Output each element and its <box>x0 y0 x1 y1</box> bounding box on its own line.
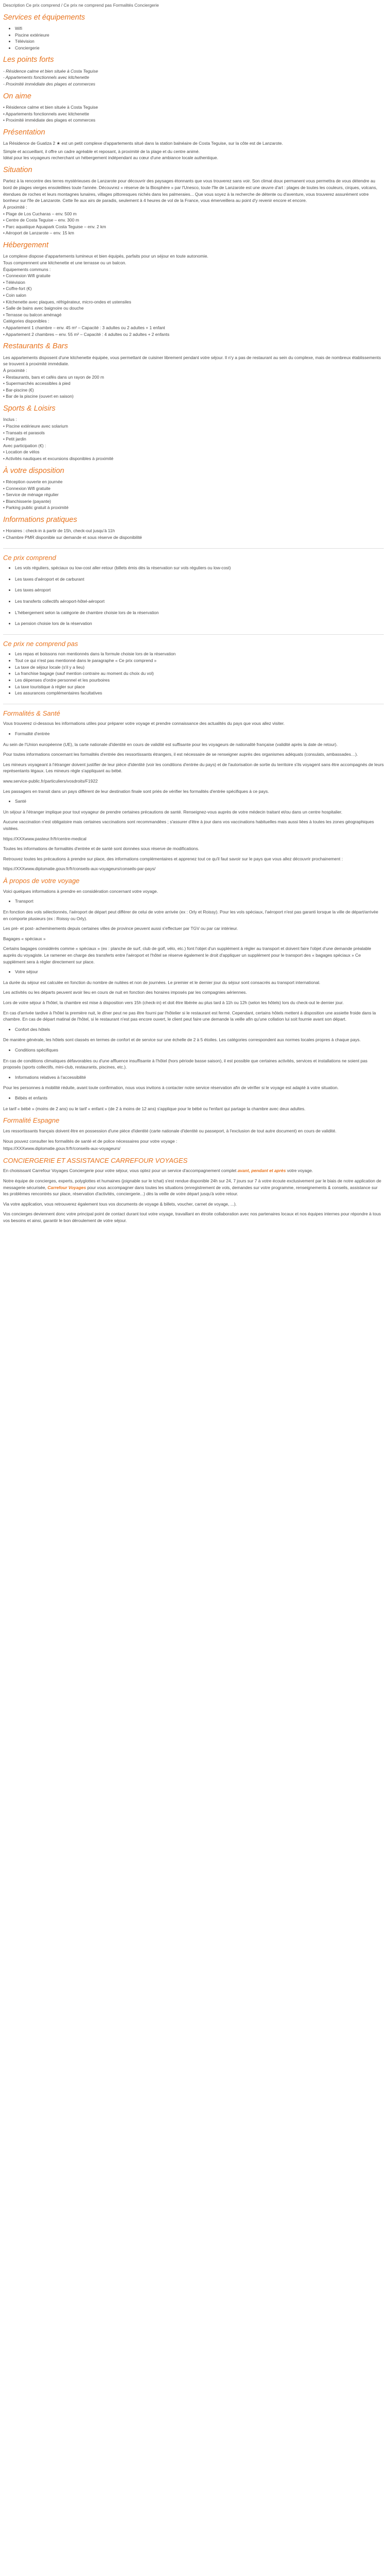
text-line: • Chambre PMR disponible sur demande et sous réserve de disponibilité <box>3 535 142 540</box>
text-line: Inclus : <box>3 417 17 422</box>
section-title: Hébergement <box>3 241 48 249</box>
section-practical-info <box>3 516 384 541</box>
nearby-lines <box>3 204 384 236</box>
paragraph: Le tarif « bébé » (moins de 2 ans) ou le tarif « enfant » (de 2 à moins de 12 ans) s'applique pour le bébé ou l'enfant qui partage la chambre avec deux adultes. <box>3 1106 306 1111</box>
text-line: • Connexion Wifi gratuite <box>3 273 51 279</box>
section-location <box>3 166 384 236</box>
section-about-trip <box>3 877 384 1112</box>
section-title: Ce prix ne comprend pas <box>3 639 78 648</box>
text-span: Notre équipe de concierges, experts, polyglottes et humaines (joignable sur le tchat) s'est rendue disponible 24h sur 24, 7 jours sur 7 à votre écoute exclusivement par le biais de notre application de messagerie sécurisée, <box>3 1178 381 1190</box>
paragraph: En fonction des vols sélectionnés, l'aéroport de départ peut différer de celui de votre arrivée (ex : Orly et Roissy). Pour les vols spéciaux, l'aéroport n'est pas garanti lorsque la ville de départ/arrivée en comporte plusieurs (ex : Roissy ou Orly). <box>3 909 379 921</box>
paragraph: Pour toutes informations concernant les formalités d'entrée des ressortissants étrangers, il est nécessaire de se renseigner auprès des organismes adéquats (consulats, ambassades…). <box>3 752 358 757</box>
paragraph: Les ressortissants français doivent être en possession d'une pièce d'identité (carte nationale d'identité ou passeport, à l'exclusion de tout autre document) en cours de validité. <box>3 1128 337 1133</box>
section-title: Sports & Loisirs <box>3 404 56 413</box>
paragraph: Vous trouverez ci-dessous les informations utiles pour préparer votre voyage et prendre connaissance des actualités du pays que vous allez visiter. <box>3 721 285 726</box>
list-item: • Les vols réguliers, spéciaux ou low-cost aller-retour (billets émis dès la réservation sur vols réguliers ou low-cost) <box>15 565 384 571</box>
excludes-list <box>3 651 384 696</box>
list-item: • Les taxes d'aéroport et de carburant <box>15 576 384 583</box>
text-line: • Réception ouverte en journée <box>3 479 63 484</box>
text-line: • Plage de Los Cucharas – env. 500 m <box>3 211 77 216</box>
section-price-includes <box>3 554 384 627</box>
text-line: - Résidence calme et bien située à Costa Teguise <box>3 68 99 74</box>
section-title: On aime <box>3 92 31 100</box>
text-line: • Appartement 1 chambre – env. 45 m² – Capacité : 3 adultes ou 2 adultes + 1 enfant <box>3 325 166 331</box>
text-line: • Résidence calme et bien située à Costa Teguise <box>3 105 98 110</box>
text-line: • Blanchisserie (payante) <box>3 498 51 504</box>
text-line: À proximité : <box>3 367 27 373</box>
section-price-excludes <box>3 640 384 697</box>
text-line: • Connexion Wifi gratuite <box>3 485 51 491</box>
text-line: • Proximité immédiate des plages et commerces <box>3 117 95 123</box>
text-line: • Salle de bains avec baignoire ou douche <box>3 306 84 311</box>
list-item: • Informations relatives à l'accessibilité <box>15 1074 384 1081</box>
accessibility-list <box>3 1074 384 1081</box>
paragraph: Vos concierges deviennent donc votre principal point de contact durant tout votre voyage, travaillant en étroite collaboration avec nos partenaires locaux et nos équipes internes pour répondre à tous vos besoins et ainsi, garantir le bon déroulement de votre séjour. <box>3 1211 381 1223</box>
list-item: • Les repas et boissons non mentionnés dans la formule choisie lors de la réservation <box>15 651 384 657</box>
section-title: À votre disposition <box>3 466 64 475</box>
paragraph: Idéal pour les voyageurs recherchant un hébergement indépendant au cœur d'une ambiance locale authentique. <box>3 155 218 161</box>
sports-lines <box>3 416 384 462</box>
paragraph: Bagages « spéciaux » <box>3 936 46 941</box>
text-line: • Coffre-fort (€) <box>3 286 32 292</box>
text-span: pour vous accompagner dans toutes les situations (enregistrement de vols, demandes sur votre programme, renseignements & conseils, assistance sur les problèmes rencontrés sur place, réservation d'activités, conciergerie...) dès la veille de votre départ jusqu'à votre retour. <box>3 1184 378 1197</box>
text-line: • Aéroport de Lanzarote – env. 15 km <box>3 230 74 236</box>
paragraph: Au sein de l'Union européenne (UE), la carte nationale d'identité en cours de validité est suffisante pour les voyageurs de nationalité française (validité après la date de retour). <box>3 741 338 747</box>
restaurants-lines <box>3 367 384 400</box>
text-line: • Supermarchés accessibles à pied <box>3 381 71 386</box>
health-list <box>3 798 384 805</box>
text-line: Catégories disponibles : <box>3 318 50 324</box>
includes-list <box>3 565 384 627</box>
text-span: votre voyage. <box>286 1168 313 1174</box>
text-line: - Proximité immédiate des plages et commerces <box>3 81 95 87</box>
list-item: • La taxe de séjour locale (s'il y a lieu) <box>15 664 384 671</box>
text-line: Avec participation (€) : <box>3 443 46 448</box>
text-line: • Terrasse ou balcon aménagé <box>3 312 62 317</box>
text-line: • Horaires : check-in à partir de 15h, check-out jusqu'à 11h <box>3 528 115 534</box>
section-we-like <box>3 92 384 124</box>
text-line: Équipements communs : <box>3 266 51 272</box>
text-line: Le complexe dispose d'appartements lumineux et bien équipés, parfaits pour un séjour en toute autonomie. <box>3 253 208 259</box>
babies-children-list <box>3 1095 384 1101</box>
section-title: Formalité Espagne <box>3 1116 60 1125</box>
page <box>0 2 391 1224</box>
list-item: • Wifi <box>15 25 384 32</box>
section-accommodation <box>3 241 384 337</box>
text-line: - Appartements fonctionnels avec kitchenette <box>3 75 89 80</box>
section-title: Présentation <box>3 128 45 137</box>
list-item: • La franchise bagage (sauf mention contraire au moment du choix du vol) <box>15 670 384 677</box>
section-title: Ce prix comprend <box>3 553 56 562</box>
list-item: • L'hébergement selon la catégorie de chambre choisie lors de la réservation <box>15 609 384 616</box>
paragraph: Les activités ou les départs peuvent avoir lieu en cours de nuit en fonction des horaires imposés par les compagnies aériennes. <box>3 990 247 995</box>
list-item: • Votre séjour <box>15 969 384 975</box>
paragraph: Pour les personnes à mobilité réduite, avant toute confirmation, nous vous invitons à contacter notre service réservation afin de vérifier si le voyage est adapté à votre situation. <box>3 1085 339 1091</box>
list-item: • Confort des hôtels <box>15 1026 384 1033</box>
list-item: • La taxe touristique à régler sur place <box>15 684 384 690</box>
section-highlights <box>3 56 384 87</box>
at-disposal-lines <box>3 479 384 511</box>
list-item: • Les assurances complémentaires facultatives <box>15 690 384 697</box>
list-item: • La pension choisie lors de la réservation <box>15 620 384 627</box>
paragraph: Partez à la rencontre des terres mystérieuses de Lanzarote pour découvrir des paysages étonnants que vous trouverez sans voir. Son climat doux permanent vous permettra de vous détendre au bord de plages vierges ensoleillées toute l'année. Découvrez « réserve de la Biosphère » par l'Unesco, toute l'île de Lanzarote est une œuvre d'art : plages de toutes les couleurs, cirques, volcans, étendues de roches et leurs montagnes lunaires, villages pittoresques nichés dans les palmeraies... Que vous soyez à la recherche de détente ou d'aventure, vous trouverez assurément votre bonheur sur l'île de Lanzarote. Cette île aux airs de paradis, seulement à 4 heures de vol de la France, vous émerveillera au point d'y revenir encore et encore. <box>3 178 378 204</box>
section-formality-spain <box>3 1116 384 1151</box>
paragraph: De manière générale, les hôtels sont classés en termes de confort et de service sur une échelle de 2 à 5 étoiles. Les catégories correspondent aux normes locales propres à chaque pays. <box>3 1037 361 1043</box>
text-line: • Transats et parasols <box>3 430 45 435</box>
paragraph: Un séjour à l'étranger implique pour tout voyageur de prendre certaines précautions de santé. Renseignez-vous auprès de votre médecin traitant et/ou dans un centre hospitalier. <box>3 809 343 815</box>
list-item: • Transport <box>15 898 384 905</box>
text-line: • Service de ménage régulier <box>3 492 59 498</box>
text-line: Tous comprennent une kitchenette et une terrasse ou un balcon. <box>3 260 126 265</box>
paragraph <box>3 1178 384 1197</box>
we-like-lines <box>3 104 384 124</box>
text-line: • Télévision <box>3 279 25 285</box>
paragraph: Toutes les informations de formalités d'entrée et de santé sont données sous réserve de modifications. <box>3 846 200 852</box>
section-title: À propos de votre voyage <box>3 877 80 885</box>
link-diplomatie-conseils[interactable]: https://XXXwww.diplomatie.gouv.fr/fr/conseils-aux-voyageurs/ <box>3 1146 121 1151</box>
specific-conditions-list <box>3 1047 384 1054</box>
paragraph: Les appartements disposent d'une kitchenette équipée, vous permettant de cuisiner librement pendant votre séjour. Il n'y a pas de restaurant au sein du complexe, mais de nombreux établissements se trouvent à proximité immédiate. <box>3 354 381 367</box>
list-item: • Conditions spécifiques <box>15 1047 384 1054</box>
section-title: CONCIERGERIE ET ASSISTANCE CARREFOUR VOYAGES <box>3 1156 188 1164</box>
section-formalities-health <box>3 709 384 872</box>
section-concierge <box>3 1157 384 1224</box>
paragraph <box>3 1167 384 1174</box>
text-line: • Appartement 2 chambres – env. 55 m² – Capacité : 4 adultes ou 2 adultes + 2 enfants <box>3 331 170 337</box>
entry-formality-list <box>3 731 384 737</box>
list-item: • Les taxes aéroport <box>15 587 384 594</box>
paragraph: La Résidence de Guatiza 2 ★ est un petit complexe d'appartements situé dans la station balnéaire de Costa Teguise, sur la côte est de Lanzarote. <box>3 141 283 146</box>
list-item: • Les dépenses d'ordre personnel et les pourboires <box>15 677 384 684</box>
section-at-disposal <box>3 467 384 511</box>
link-diplomatie-pays[interactable]: https://XXXwww.diplomatie.gouv.fr/fr/conseils-aux-voyageurs/conseils-par-pays/ <box>3 866 156 872</box>
section-title: Restaurants & Bars <box>3 342 68 351</box>
divider <box>3 548 384 549</box>
paragraph: Les passagers en transit dans un pays différent de leur destination finale sont priés de vérifier les formalités d'entrée spécifiques à ce pays. <box>3 788 269 794</box>
text-line: • Parking public gratuit à proximité <box>3 505 69 511</box>
section-presentation <box>3 128 384 161</box>
link-service-public[interactable]: www.service-public.fr/particuliers/vosdroits/F1922 <box>3 778 98 784</box>
list-item: • Tout ce qui n'est pas mentionné dans le paragraphe « Ce prix comprend » <box>15 657 384 664</box>
section-title: Services et équipements <box>3 13 85 22</box>
text-line: • Petit jardin <box>3 436 26 442</box>
text-emphasis: Carrefour Voyages <box>47 1184 86 1190</box>
section-sports <box>3 404 384 462</box>
divider <box>3 634 384 635</box>
list-item: • Les transferts collectifs aéroport-hôtel-aéroport <box>15 598 384 605</box>
list-item: • Bébés et enfants <box>15 1095 384 1101</box>
paragraph: Nous pouvez consulter les formalités de santé et de police nécessaires pour votre voyage : <box>3 1138 177 1144</box>
paragraph: Aucune vaccination n'est obligatoire mais certaines vaccinations sont recommandées ; s'assurer d'être à jour dans vos vaccinations habituelles mais aussi liées à toutes les zones géographiques visitées. <box>3 819 374 832</box>
paragraph: Voici quelques informations à prendre en considération concernant votre voyage. <box>3 888 158 894</box>
paragraph: Les pré- et post- acheminements depuis certaines villes de province peuvent aussi s'effectuer par TGV ou par car intérieur. <box>3 926 238 931</box>
highlights-lines <box>3 68 384 88</box>
paragraph: Les mineurs voyageant à l'étranger doivent justifier de leur pièce d'identité (voir les conditions d'entrée du pays) et de l'autorisation de sortie du territoire s'ils voyagent sans être accompagnés de leurs représentants légaux. Les mineurs règle s'appliquant au bébé. <box>3 761 384 774</box>
text-line: • Bar de la piscine (ouvert en saison) <box>3 394 74 399</box>
text-line: • Centre de Costa Teguise – env. 300 m <box>3 217 79 223</box>
list-item: • Télévision <box>15 38 384 45</box>
text-line: • Piscine extérieure avec solarium <box>3 423 68 429</box>
paragraph: Simple et accueillant, il offre un cadre agréable et reposant, à proximité de la plage et du centre animé. <box>3 148 200 154</box>
text-line: • Bar-piscine (€) <box>3 387 34 393</box>
text-line: • Activités nautiques et excursions disponibles à proximité <box>3 455 113 461</box>
text-line: • Parc aquatique Aquapark Costa Teguise – env. 2 km <box>3 224 106 229</box>
paragraph: En cas d'arrivée tardive à l'hôtel la première nuit, le dîner peut ne pas être fourni par l'hôtelier si le restaurant est fermé. Cependant, certains hôtels mettent à disposition une assiette froide dans la chambre. En cas de départ matinal de l'hôtel, si le restaurant n'est pas encore ouvert, le client peut faire une demande la veille afin qu'une collation lui soit fournie avant son départ. <box>3 1010 376 1022</box>
text-line: • Coin salon <box>3 293 26 298</box>
services-list <box>3 25 384 51</box>
paragraph: Certains bagages considérés comme « spéciaux » (ex : planche de surf, club de golf, vélo, etc.) font l'objet d'un supplément à régler au transport et doivent faire l'objet d'une demande préalable auprès du voyagiste. Le ramener en charge des transferts entre l'aéroport et l'hôtel se réserve également le droit d'appliquer un supplément pour le transport des « bagages spéciaux » Ce supplément sera à régler directement sur place. <box>3 946 371 964</box>
practical-info-lines <box>3 528 384 540</box>
paragraph: Lors de votre séjour à l'hôtel, la chambre est mise à disposition vers 15h (check-in) et doit être libérée au plus tard à 11h ou 12h (selon les hôtels) lors du check-out le dernier jour. <box>3 1000 344 1005</box>
list-item: • Conciergerie <box>15 45 384 52</box>
section-title: Informations pratiques <box>3 516 77 524</box>
link-pasteur[interactable]: https://XXXwww.pasteur.fr/fr/centre-medical <box>3 836 87 841</box>
text-span: En choisissant Carrefour Voyages Conciergerie pour votre séjour, vous optez pour un service d'accompagnement complet <box>3 1168 238 1174</box>
accommodation-lines <box>3 253 384 337</box>
paragraph: En cas de conditions climatiques défavorables ou d'une affluence insuffisante à l'hôtel (hors période basse saison), il est possible que certaines activités, services et installations ne soient pas proposés (sports collectifs, mini-club, restaurants, piscines, etc.). <box>3 1058 368 1070</box>
text-line: • Location de vélos <box>3 449 40 455</box>
list-item: • Formalité d'entrée <box>15 731 384 737</box>
text-line: À proximité : <box>3 204 27 210</box>
paragraph: Via votre application, vous retrouverez également tous vos documents de voyage & billets, voucher, carnet de voyage, ...). <box>3 1201 237 1207</box>
section-title: Les points forts <box>3 56 54 64</box>
text-line: • Restaurants, bars et cafés dans un rayon de 200 m <box>3 374 104 380</box>
stay-list <box>3 969 384 975</box>
list-item: • Piscine extérieure <box>15 32 384 39</box>
list-item: • Santé <box>15 798 384 805</box>
paragraph: La durée du séjour est calculée en fonction du nombre de nuitées et non de journées. Le premier et le dernier jour du séjour sont consacrés au transport international. <box>3 979 321 985</box>
hotel-comfort-list <box>3 1026 384 1033</box>
text-line: • Kitchenette avec plaques, réfrigérateur, micro-ondes et ustensiles <box>3 299 132 304</box>
section-services <box>3 13 384 52</box>
section-restaurants <box>3 342 384 400</box>
section-title: Formalités & Santé <box>3 709 60 717</box>
text-line: • Appartements fonctionnels avec kitchenette <box>3 111 89 116</box>
text-emphasis: avant, pendant et après <box>237 1168 286 1174</box>
paragraph: Retrouvez toutes les précautions à prendre sur place, des informations complémentaires et apprenez tout ce qu'il faut savoir sur le pays que vous allez découvrir prochainement : <box>3 856 343 861</box>
tab-links-line[interactable]: Description Ce prix comprend / Ce prix ne comprend pas Formalités Conciergerie <box>3 3 159 8</box>
transport-list <box>3 898 384 905</box>
section-title: Situation <box>3 166 32 175</box>
